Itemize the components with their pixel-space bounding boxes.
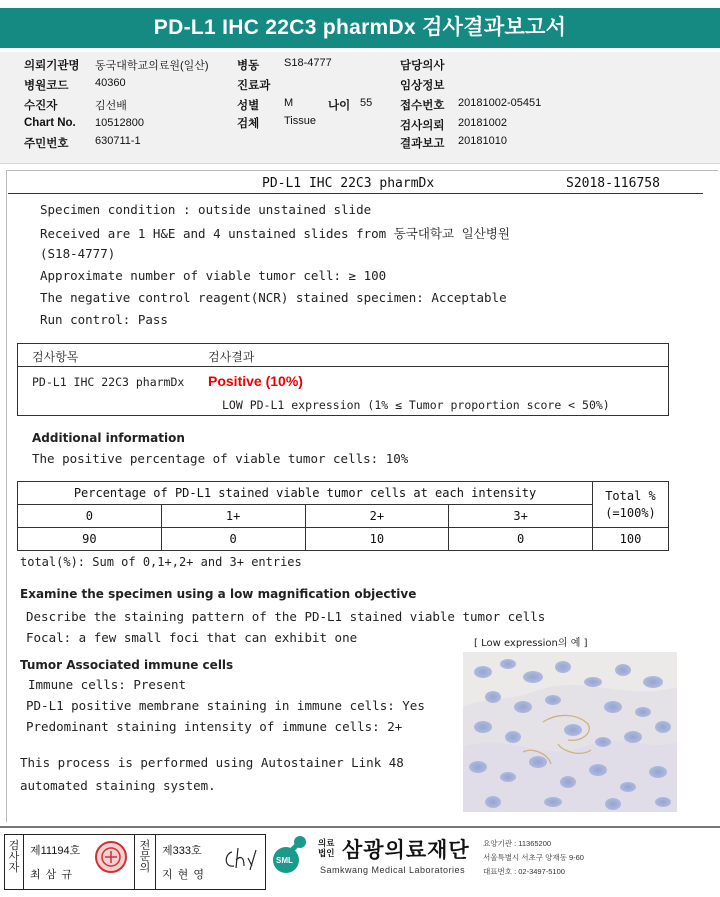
result-item: PD-L1 IHC 22C3 pharmDx [32,375,185,389]
chart-no-label: Chart No. [24,117,76,129]
department-label: 진료과 [237,80,271,92]
examiner-no: 제11194호 [30,845,81,857]
examiner-seal [94,840,128,874]
resident-no-value: 630711-1 [95,135,141,147]
ward-value: S18-4777 [284,57,332,69]
signature-footer [0,826,720,897]
received-case-no: (S18-4777) [40,246,116,261]
process-line1: This process is performed using Autostainer Link 48 [20,755,404,770]
specimen-value: Tissue [284,115,316,127]
chart-no-value: 10512800 [95,117,144,129]
examine-heading: Examine the specimen using a low magnification objective [20,587,417,601]
value-2: 10 [305,528,449,551]
total-value: 100 [593,528,669,551]
specimen-condition: Specimen condition : outside unstained slide [40,202,372,217]
immune-line1: Immune cells: Present [28,677,187,692]
negative-control: The negative control reagent(NCR) stained specimen: Acceptable [40,290,507,305]
level-2: 2+ [305,505,449,528]
clinical-info-label: 임상정보 [400,80,445,92]
specialist-no: 제333호 [162,845,202,857]
report-header-title: PD-L1 IHC 22C3 pharmDx [262,176,435,191]
total-note: total(%): Sum of 0,1+,2+ and 3+ entries [20,555,302,569]
requested-label: 검사의뢰 [400,120,445,132]
immune-line3: Predominant staining intensity of immune cells: 2+ [26,719,403,734]
immune-heading: Tumor Associated immune cells [20,658,234,672]
specialist-label: 전문의 [139,840,151,874]
process-line2: automated staining system. [20,778,216,793]
age-value: 55 [360,97,373,109]
specialist-name: 지 현 영 [162,869,205,881]
total-header-line1: Total % [605,488,656,503]
ward-label: 병동 [237,60,260,72]
requested-value: 20181002 [458,117,507,129]
level-1: 1+ [161,505,305,528]
level-3: 3+ [449,505,593,528]
value-1: 0 [161,528,305,551]
total-header-line2: (=100%) [605,505,656,520]
hospital-code-label: 병원코드 [24,80,69,92]
examiner-name: 최 삼 규 [30,869,73,881]
result-expression: LOW PD-L1 expression (1% ≤ Tumor proportion score < 50%) [222,398,610,412]
ihc-micrograph [463,652,677,812]
value-0: 90 [18,528,162,551]
intensity-table [17,481,669,551]
photo-caption: [ Low expression의 예 ] [474,638,588,649]
report-header-id: S2018-116758 [566,176,660,191]
intensity-table-header: Percentage of PD-L1 stained viable tumor cells at each intensity [18,482,593,505]
examine-line1: Describe the staining pattern of the PD-L1 stained viable tumor cells [26,609,546,624]
result-divider [17,366,669,367]
recipient-value: 김선배 [95,100,127,112]
sml-logo-icon [272,834,312,874]
contact-phone: 대표번호 : 02-3497-5100 [483,867,565,876]
resident-no-label: 주민번호 [24,138,69,150]
additional-heading: Additional information [32,431,185,445]
sex-value: M [284,97,294,109]
physician-label: 담당의사 [400,60,445,72]
examine-line2: Focal: a few small foci that can exhibit one [26,630,358,645]
sml-logo-text: SML [276,856,293,865]
contact-address: 서울특별시 서초구 양재동 9-60 [483,853,584,862]
patient-info-panel [0,52,720,164]
additional-text: The positive percentage of viable tumor cells: 10% [32,451,409,466]
receipt-no-label: 접수번호 [400,100,445,112]
value-3: 0 [449,528,593,551]
total-header [593,482,669,528]
hospital-code-value: 40360 [95,77,126,89]
viable-tumor-count: Approximate number of viable tumor cell: ≥ 100 [40,268,387,283]
report-title: PD-L1 IHC 22C3 pharmDx 검사결과보고서 [0,8,720,48]
reported-value: 20181010 [458,135,507,147]
specialist-signature [222,844,262,874]
corp-label: 의료법인 [318,838,335,858]
immune-line2: PD-L1 positive membrane staining in immune cells: Yes [26,698,425,713]
level-0: 0 [18,505,162,528]
institution-value: 동국대학교의료원(일산) [95,60,209,72]
receipt-no-value: 20181002-05451 [458,97,542,109]
result-item-header: 검사항목 [32,350,79,364]
header-divider [8,193,703,194]
examiner-label: 검사자 [8,840,20,874]
specimen-label: 검체 [237,118,260,130]
reported-label: 결과보고 [400,138,445,150]
contact-code: 요양기관 : 11365200 [483,839,552,848]
run-control: Run control: Pass [40,312,168,327]
org-english: Samkwang Medical Laboratories [320,865,466,875]
age-label: 나이 [328,100,351,112]
org-name: 삼광의료재단 [342,839,470,862]
institution-label: 의뢰기관명 [24,60,80,72]
received-slides: Received are 1 H&E and 4 unstained slides from 동국대학교 일산병원 [40,226,510,241]
result-value-header: 검사결과 [208,350,255,364]
micrograph-image [463,652,677,812]
recipient-label: 수진자 [24,100,58,112]
sex-label: 성별 [237,100,260,112]
result-positive: Positive (10%) [208,373,303,389]
